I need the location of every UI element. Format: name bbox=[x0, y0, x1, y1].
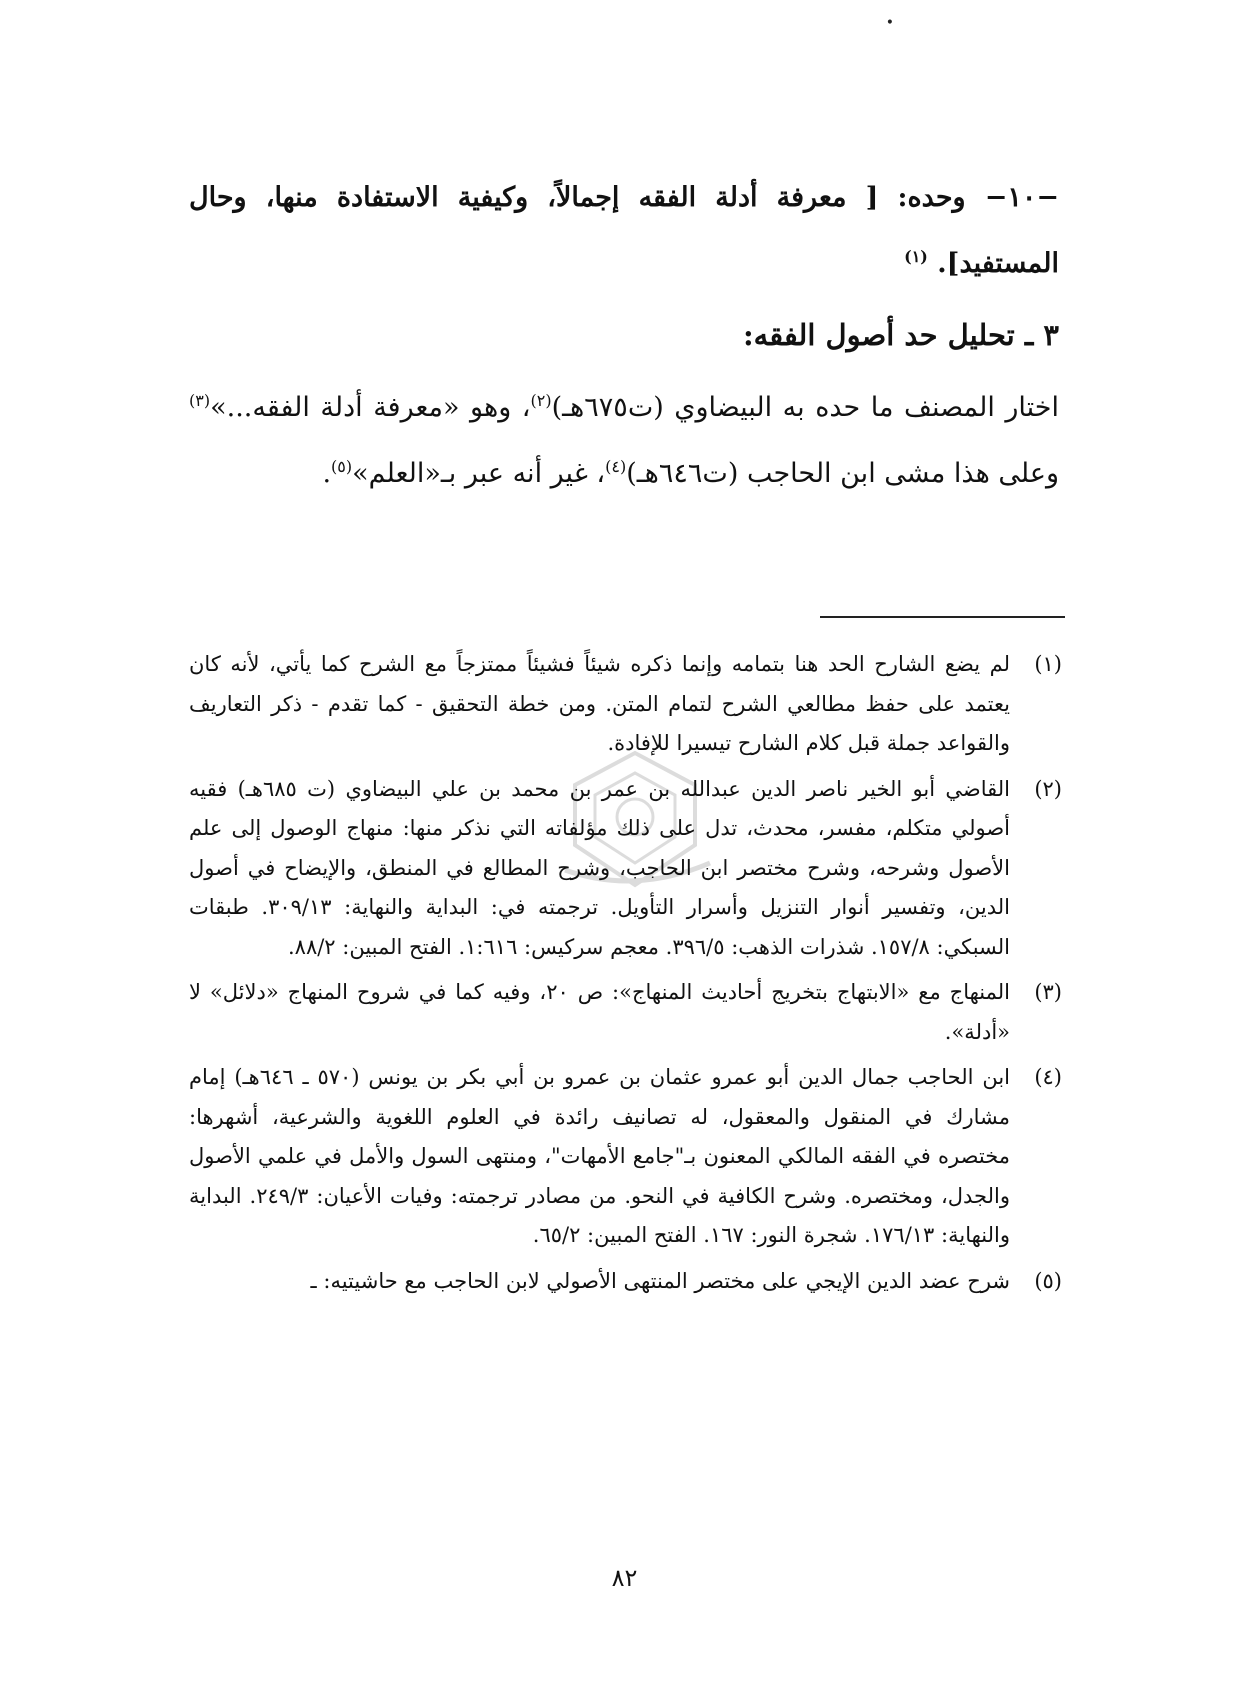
footnote-number: (٢) bbox=[1034, 776, 1062, 801]
body-text-3: وعلى هذا مشى ابن الحاجب (ت٦٤٦هـ) bbox=[626, 458, 1059, 489]
definition-paragraph bbox=[189, 165, 1059, 297]
footnote-number: (١) bbox=[1034, 652, 1062, 676]
footnote-ref-2: (٢) bbox=[530, 391, 552, 410]
footnote-4 bbox=[189, 1058, 1062, 1256]
definition-number: −١٠− bbox=[984, 182, 1059, 213]
footnote-separator bbox=[820, 616, 1065, 618]
footnote-text: لم يضع الشارح الحد هنا بتمامه وإنما ذكره شيئاً فشيئاً ممتزجاً مع الشرح كما يأتي، لأنه كان يعتمد على حفظ مطالعي الشرح لتمام المتن. ومن خطة التحقيق - كما تقدم - ذكر التعاريف والقواعد جملة قبل كلام الشارح تيسيرا للإفادة. bbox=[189, 652, 1010, 755]
footnote-ref-5: (٥) bbox=[331, 457, 353, 476]
body-text-4: ، غير أنه عبر بـ«العلم» bbox=[352, 458, 606, 489]
section-heading: ٣ ـ تحليل حد أصول الفقه: bbox=[742, 318, 1059, 352]
footnote-text: المنهاج مع «الابتهاج بتخريج أحاديث المنهاج»: ص ٢٠، وفيه كما في شروح المنهاج «دلائل» لا «أدلة». bbox=[189, 980, 1010, 1044]
body-text-5: . bbox=[322, 458, 332, 489]
footnote-1 bbox=[189, 645, 1062, 764]
definition-text: [ معرفة أدلة الفقه إجمالاً، وكيفية الاستفادة منها، وحال المستفيد]. bbox=[189, 182, 1059, 279]
body-text-1: اختار المصنف ما حده به البيضاوي (ت٦٧٥هـ) bbox=[551, 392, 1059, 423]
page-number: ٨٢ bbox=[611, 1564, 638, 1592]
top-mark: • bbox=[885, 15, 894, 31]
footnote-text: شرح عضد الدين الإيجي على مختصر المنتهى الأصولي لابن الحاجب مع حاشيتيه: ـ bbox=[310, 1268, 1010, 1293]
footnote-number: (٣) bbox=[1034, 980, 1062, 1004]
footnote-ref-1: (١) bbox=[904, 247, 928, 266]
footnote-3 bbox=[189, 973, 1062, 1052]
body-paragraph bbox=[189, 375, 1059, 507]
footnote-5 bbox=[189, 1262, 1062, 1302]
footnote-number: (٤) bbox=[1034, 1065, 1062, 1089]
footnotes-list bbox=[189, 645, 1062, 1307]
footnote-ref-3: (٣) bbox=[189, 391, 211, 410]
footnote-text: ابن الحاجب جمال الدين أبو عمرو عثمان بن عمرو بن أبي بكر بن يونس (٥٧٠ ـ ٦٤٦هـ) إمام مشارك في المنقول والمعقول، له تصانيف رائدة في العلوم اللغوية والشرعية، أشهرها: مختصره في الفقه المالكي المعنون بـ"جامع الأمهات"، ومنتهى السول والأمل في علمي الأصول والجدل، ومختصره. وشرح الكافية في النحو. من مصادر ترجمته: وفيات الأعيان: ٢٤٩/٣. البداية والنهاية: ١٧٦/١٣. شجرة النور: ١٦٧. الفتح المبين: ٦٥/٢. bbox=[189, 1065, 1010, 1247]
definition-label: وحده: bbox=[897, 182, 966, 213]
footnote-text: القاضي أبو الخير ناصر الدين عبدالله بن عمر بن محمد بن علي البيضاوي (ت ٦٨٥هـ) فقيه أصولي متكلم، مفسر، محدث، تدل على ذلك مؤلفاته التي نذكر منها: منهاج الوصول إلى علم الأصول وشرحه، وشرح مختصر ابن الحاجب، وشرح المطالع في المنطق، والإيضاح في أصول الدين، وتفسير أنوار التنزيل وأسرار التأويل. ترجمته في: البداية والنهاية: ٣٠٩/١٣. طبقات السبكي: ١٥٧/٨. شذرات الذهب: ٣٩٦/٥. معجم سركيس: ١:٦١٦. الفتح المبين: ٨٨/٢. bbox=[189, 776, 1011, 959]
footnote-ref-4: (٤) bbox=[605, 457, 627, 476]
body-text-2: ، وهو «معرفة أدلة الفقه...» bbox=[210, 392, 531, 423]
footnote-number: (٥) bbox=[1034, 1268, 1062, 1293]
footnote-2 bbox=[189, 770, 1062, 968]
